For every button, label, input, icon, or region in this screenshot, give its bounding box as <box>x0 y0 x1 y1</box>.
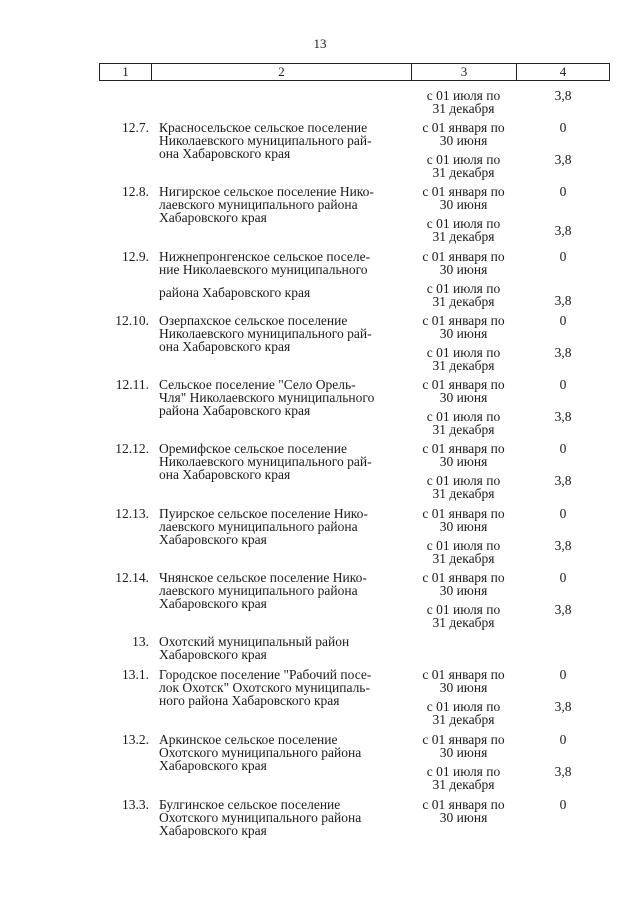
period-text: с 01 июля по <box>426 409 501 424</box>
rate-cell: 3,8 <box>554 409 572 424</box>
rate-cell: 0 <box>559 120 567 135</box>
period-text: с 01 июля по <box>426 473 501 488</box>
period-text: 30 июня <box>439 519 488 534</box>
rate-cell: 3,8 <box>554 538 572 553</box>
period-text: 30 июня <box>439 680 488 695</box>
rate-cell: 0 <box>559 377 567 392</box>
period-text: 31 декабря <box>432 422 495 437</box>
row-number: 12.13. <box>115 506 149 521</box>
name-line: Озерпахское сельское поселение <box>159 313 348 328</box>
period-cell <box>412 507 515 533</box>
period-cell <box>412 700 515 726</box>
period-text: 31 декабря <box>432 358 495 373</box>
table-header <box>99 63 610 81</box>
period-text: 30 июня <box>439 745 488 760</box>
settlement-name <box>159 635 407 661</box>
period-text: 31 декабря <box>432 551 495 566</box>
row-number: 12.8. <box>122 184 149 199</box>
name-line: Хабаровского края <box>159 823 267 838</box>
period-cell <box>412 217 515 243</box>
period-cell <box>412 121 515 147</box>
period-text: 30 июня <box>439 454 488 469</box>
name-line: Охотского муниципального района <box>159 745 362 760</box>
period-text: 31 декабря <box>432 101 495 116</box>
period-cell <box>412 250 515 276</box>
name-line: Чля" Николаевского муниципального <box>159 390 375 405</box>
row-number: 13.3. <box>122 797 149 812</box>
name-line: ного района Хабаровского края <box>159 693 340 708</box>
name-line: Чнянское сельское поселение Нико- <box>159 570 367 585</box>
settlement-name <box>159 250 407 299</box>
row-number: 12.11. <box>115 377 149 392</box>
period-text: с 01 января по <box>422 313 505 328</box>
period-cell <box>412 474 515 500</box>
header-col-2: 2 <box>278 64 285 79</box>
period-text: с 01 июля по <box>426 699 501 714</box>
rate-cell: 0 <box>559 797 567 812</box>
period-cell <box>412 410 515 436</box>
period-text: с 01 января по <box>422 570 505 585</box>
settlement-name <box>159 314 407 353</box>
rate-cell: 0 <box>559 506 567 521</box>
rate-cell: 0 <box>559 441 567 456</box>
period-text: 31 декабря <box>432 294 495 309</box>
settlement-name <box>159 121 407 160</box>
period-text: с 01 июля по <box>426 538 501 553</box>
period-cell <box>412 668 515 694</box>
period-text: 31 декабря <box>432 165 495 180</box>
name-line: Сельское поселение "Село Орель- <box>159 377 356 392</box>
rate-cell: 0 <box>559 570 567 585</box>
name-line: Хабаровского края <box>159 532 267 547</box>
name-line: Красносельское сельское поселение <box>159 120 368 135</box>
name-line: Николаевского муниципального рай- <box>159 326 372 341</box>
period-text: с 01 января по <box>422 667 505 682</box>
rate-cell: 0 <box>559 313 567 328</box>
name-line: Охотский муниципальный район <box>159 634 350 649</box>
name-line: района Хабаровского края <box>159 403 311 418</box>
period-text: с 01 января по <box>422 249 505 264</box>
period-cell <box>412 153 515 179</box>
name-line: Нижнепронгенское сельское поселе- <box>159 249 371 264</box>
settlement-name <box>159 378 407 417</box>
period-text: 31 декабря <box>432 712 495 727</box>
settlement-name <box>159 798 407 837</box>
rate-cell: 3,8 <box>554 602 572 617</box>
header-col-3: 3 <box>460 64 468 79</box>
row-number: 13. <box>132 634 149 649</box>
period-text: с 01 января по <box>422 732 505 747</box>
period-text: с 01 июля по <box>426 216 501 231</box>
settlement-name <box>159 733 407 772</box>
period-cell <box>412 314 515 340</box>
row-number: 12.7. <box>122 120 149 135</box>
rate-cell: 0 <box>559 184 567 199</box>
period-text: с 01 января по <box>422 184 505 199</box>
rate-cell: 0 <box>559 249 567 264</box>
rate-cell: 3,8 <box>554 223 572 238</box>
row-number: 12.14. <box>115 570 149 585</box>
period-text: 31 декабря <box>432 615 495 630</box>
rate-cell: 0 <box>559 667 567 682</box>
period-text: с 01 июля по <box>426 602 501 617</box>
period-text: с 01 июля по <box>426 281 501 296</box>
rate-cell: 3,8 <box>554 88 572 103</box>
period-text: 31 декабря <box>432 486 495 501</box>
name-line: Хабаровского края <box>159 647 267 662</box>
period-cell <box>412 89 515 115</box>
rate-cell: 3,8 <box>554 699 572 714</box>
period-cell <box>412 346 515 372</box>
row-number: 12.10. <box>115 313 149 328</box>
period-text: с 01 января по <box>422 441 505 456</box>
period-text: 30 июня <box>439 326 488 341</box>
period-cell <box>412 603 515 629</box>
name-line: лаевского муниципального района <box>159 519 358 534</box>
period-cell <box>412 733 515 759</box>
period-cell <box>412 378 515 404</box>
name-line: Николаевского муниципального рай- <box>159 454 372 469</box>
period-cell <box>412 798 515 824</box>
header-col-1: 1 <box>122 64 129 79</box>
page-number: 13 <box>313 36 327 51</box>
row-number: 13.1. <box>122 667 149 682</box>
name-line: Николаевского муниципального рай- <box>159 133 372 148</box>
period-text: 30 июня <box>439 810 488 825</box>
name-line: Городское поселение "Рабочий посе- <box>159 667 372 682</box>
period-text: с 01 января по <box>422 120 505 135</box>
settlement-name <box>159 442 407 481</box>
header-col-4: 4 <box>559 64 567 79</box>
settlement-name <box>159 668 407 707</box>
name-line: Хабаровского края <box>159 210 267 225</box>
name-line: Хабаровского края <box>159 758 267 773</box>
period-cell <box>412 185 515 211</box>
row-number: 12.9. <box>122 249 149 264</box>
name-line: Нигирское сельское поселение Нико- <box>159 184 374 199</box>
rate-cell: 3,8 <box>554 473 572 488</box>
name-line: лаевского муниципального района <box>159 197 358 212</box>
name-line: Аркинское сельское поселение <box>159 732 338 747</box>
name-line: Булгинское сельское поселение <box>159 797 341 812</box>
period-text: 30 июня <box>439 262 488 277</box>
period-text: 30 июня <box>439 583 488 598</box>
rate-cell: 3,8 <box>554 152 572 167</box>
name-line: Хабаровского края <box>159 596 267 611</box>
name-line: она Хабаровского края <box>159 146 291 161</box>
period-cell <box>412 765 515 791</box>
name-line: она Хабаровского края <box>159 467 291 482</box>
name-line: ние Николаевского муниципального <box>159 262 368 277</box>
period-text: с 01 января по <box>422 506 505 521</box>
period-text: 31 декабря <box>432 777 495 792</box>
name-line: Охотского муниципального района <box>159 810 362 825</box>
name-line: Пуирское сельское поселение Нико- <box>159 506 368 521</box>
name-line: района Хабаровского края <box>159 285 311 300</box>
period-text: с 01 июля по <box>426 345 501 360</box>
rate-cell: 3,8 <box>554 764 572 779</box>
rate-cell: 0 <box>559 732 567 747</box>
period-text: 30 июня <box>439 390 488 405</box>
period-text: с 01 июля по <box>426 764 501 779</box>
rate-cell: 3,8 <box>554 293 572 308</box>
period-text: с 01 января по <box>422 377 505 392</box>
name-line: лаевского муниципального района <box>159 583 358 598</box>
row-number: 13.2. <box>122 732 149 747</box>
period-text: 31 декабря <box>432 229 495 244</box>
settlement-name <box>159 185 407 224</box>
name-line: лок Охотск" Охотского муниципаль- <box>159 680 370 695</box>
name-line: она Хабаровского края <box>159 339 291 354</box>
period-cell <box>412 539 515 565</box>
period-text: 30 июня <box>439 133 488 148</box>
settlement-name <box>159 571 407 610</box>
period-text: с 01 июля по <box>426 152 501 167</box>
period-text: 30 июня <box>439 197 488 212</box>
name-line: Оремифское сельское поселение <box>159 441 347 456</box>
period-text: с 01 января по <box>422 797 505 812</box>
rate-cell: 3,8 <box>554 345 572 360</box>
settlement-name <box>159 507 407 546</box>
period-cell <box>412 282 515 308</box>
row-number: 12.12. <box>115 441 149 456</box>
period-cell <box>412 442 515 468</box>
period-text: с 01 июля по <box>426 88 501 103</box>
period-cell <box>412 571 515 597</box>
